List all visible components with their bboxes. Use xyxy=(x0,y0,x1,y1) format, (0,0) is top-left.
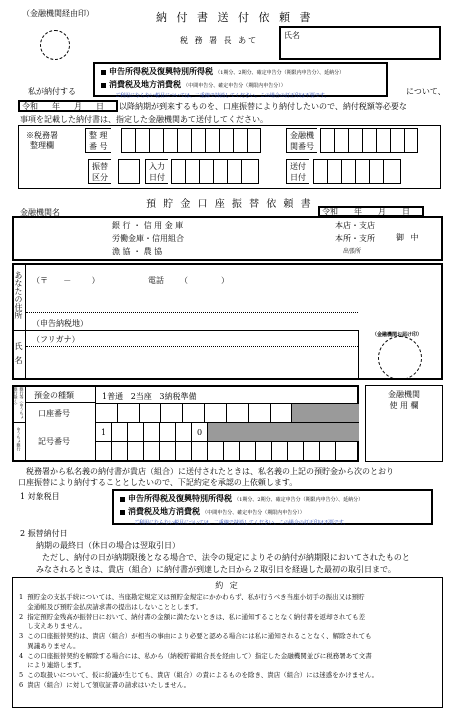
bullet-icon xyxy=(101,83,106,88)
yucho-side-cell xyxy=(12,423,26,462)
bank-name-label: 金融機関名 xyxy=(20,208,60,217)
request-text-2: 事項を記載した納付書は、指定した金融機関あて送付してください。 xyxy=(20,115,268,124)
branch-types xyxy=(335,219,375,258)
date-day: 日 xyxy=(96,101,104,111)
bank-seal-circle[interactable] xyxy=(378,336,422,380)
date-day: 日 xyxy=(402,207,410,216)
agreement-box xyxy=(12,577,443,708)
agreement-line: 4 この口座振替契約を解除する場合には、私から（納税貯蓄組合長を経由して）指定した金融機関並びに税務署あて文書 xyxy=(19,651,372,660)
date-month: 月 xyxy=(378,207,386,216)
seal-divider xyxy=(358,330,359,380)
item2-label: 2 振替納付日 xyxy=(20,529,68,538)
tax2-label[interactable]: 消費税及地方消費税 xyxy=(109,79,181,89)
kikan-label: 金融機 xyxy=(290,131,314,140)
tax2-note: （中間申告分、確定申告分（期限内申告分）） xyxy=(183,83,286,89)
nyuryoku-label-box xyxy=(145,159,168,184)
furigana-divider xyxy=(26,346,358,347)
kikan-bango-label: 関番号 xyxy=(290,142,314,151)
item2-line-2: ただし、納付の日が納期限後となる場合で、法令の規定によりその納付が納期限においてされたものと xyxy=(42,553,410,562)
bullet-icon xyxy=(120,497,125,502)
target-tax2-note: （中間申告分、確定申告分（期限内申告分）） xyxy=(202,510,305,516)
bank-use-label-2: 使 用 欄 xyxy=(389,401,419,410)
seiri-label: 整 理 xyxy=(89,131,108,140)
kigo-number-cells[interactable] xyxy=(96,423,359,462)
nyuryoku-label: 入力 xyxy=(149,162,165,171)
seiri-ran-label: 整理欄 xyxy=(30,141,54,150)
agreement-line: 異議ありません。 xyxy=(19,641,80,650)
bank-types xyxy=(112,219,184,258)
onchu-text: 御 中 xyxy=(396,233,421,242)
declared-address-label: （申告納税地） xyxy=(32,319,88,328)
tsuite-text: について、 xyxy=(406,87,446,96)
tax1-note: （1期分、2期分、確定申告分（期限内申告分）、延納分） xyxy=(215,70,345,76)
bullet-icon xyxy=(101,70,106,75)
sofu-cells[interactable] xyxy=(313,159,401,184)
zeimusho-label: ※税務署 xyxy=(26,131,58,140)
phone-input[interactable]: （ ） xyxy=(180,276,230,285)
furikae-cell[interactable] xyxy=(118,159,140,184)
payer-label: 私が納付する xyxy=(28,87,76,96)
bank-side-label: 銀行等（ゆうちょ銀行除く） xyxy=(13,387,25,419)
date-year: 年 xyxy=(52,101,60,111)
sofu-date-label: 日付 xyxy=(290,173,306,182)
intro-text-2: 口座振替により納付することとしたいので、下記約定を承認の上依頼します。 xyxy=(18,478,298,487)
name-label: 氏名 xyxy=(284,31,300,40)
agreement-line: 6 貴店（組合）に対して領収証書の請求はいたしません。 xyxy=(19,680,191,689)
date-year: 年 xyxy=(354,207,362,216)
account-number-cells[interactable] xyxy=(96,403,359,423)
item1-label: 1 対象税目 xyxy=(20,492,60,501)
seiri-bango-label: 番 号 xyxy=(89,142,108,151)
furikae-label: 振替 xyxy=(92,162,108,171)
nyuryoku-cells[interactable] xyxy=(171,159,259,184)
name-side-label: 氏名 xyxy=(14,342,23,370)
sofu-label: 送付 xyxy=(290,162,306,171)
date-era: 令和 xyxy=(22,101,38,111)
furigana-label[interactable]: （フリガナ） xyxy=(32,335,80,344)
address-side-cell xyxy=(12,263,26,330)
kikan-number-cells[interactable] xyxy=(320,128,418,153)
sofu-label-box xyxy=(286,159,309,184)
phone-label: 電話 xyxy=(148,276,164,285)
yucho-side-label: ゆうちょ銀行 xyxy=(16,427,22,451)
bank-type-3: 漁 協 ・ 農 協 xyxy=(112,247,163,256)
name-divider xyxy=(12,330,358,331)
tax1-label[interactable]: 申告所得税及復興特別所得税 xyxy=(109,66,213,76)
item2-line-3: みなされるときは、貴店（組合）に納付書が到達した日から２取引日を経過した最初の取引日まで。 xyxy=(36,565,396,574)
kigo-zero-digit: 0 xyxy=(192,423,208,441)
bank-seal-label: （金融機関お届け印） xyxy=(372,332,423,338)
seal-circle xyxy=(40,30,70,60)
address-side-label: あなたの住所 xyxy=(14,271,23,319)
addressee: 税 務 署 長 あて xyxy=(180,36,259,45)
seal-label: （金融機関経由印） xyxy=(22,9,94,18)
agreement-line: 5 この取扱いについて、仮に紛議が生じても、貴店（組合）の責によるものを除き、貴店（組合）には迷惑をかけません。 xyxy=(19,671,379,680)
agreement-title: 約 定 xyxy=(215,581,240,590)
target-tax1-note: （1期分、2期分、確定申告分（期限内申告分）、延納分） xyxy=(234,497,364,503)
deposit-type-options[interactable]: 1普通 2当座 3納税準備 xyxy=(102,392,197,401)
bank-type-2: 労働金庫・信用組合 xyxy=(112,234,184,243)
target-tax-box xyxy=(112,489,433,525)
target-tax1-label[interactable]: 申告所得税及復興特別所得税 xyxy=(128,493,232,503)
tax-selection-box xyxy=(93,62,388,97)
agreement-line: により連絡します。 xyxy=(19,661,86,670)
seiri-number-cells[interactable] xyxy=(121,128,261,153)
branch-type-2: 本所・支所 xyxy=(335,234,375,243)
date-era: 令和 xyxy=(322,207,338,216)
request-text-1: 以降納期が到来するものを、口座振替により納付したいので、納付税額等必要な xyxy=(119,102,407,111)
nyuryoku-date-label: 日付 xyxy=(149,173,165,182)
date-month: 月 xyxy=(74,101,82,111)
agreement-line: 3 この口座振替契約は、貴店（組合）が相当の事由により必要と認める場合には私に通知されることなく、解除されても xyxy=(19,632,372,641)
page-title: 納 付 書 送 付 依 頼 書 xyxy=(156,11,314,24)
bank-type-1: 銀 行 ・ 信 用 金 庫 xyxy=(112,221,184,230)
agreement-line: 2 指定預貯金残高が振替日において、納付書の金額に満たないときは、私に通知することなく納付書を返却されても差 xyxy=(19,612,366,621)
transfer-title: 預 貯 金 口 座 振 替 依 頼 書 xyxy=(146,199,313,210)
agreement-line: 金通帳及び預貯金払戻請求書の提出はしないこととします。 xyxy=(19,602,203,611)
request-date-field[interactable] xyxy=(18,100,118,112)
bank-side-cell xyxy=(12,385,26,423)
branch-type-1: 本店・支店 xyxy=(335,221,375,230)
kigo-label: 記号番号 xyxy=(26,423,96,462)
address-divider xyxy=(26,312,358,313)
bank-use-label-1: 金融機関 xyxy=(388,390,420,399)
postal-code[interactable]: （〒 － ） xyxy=(32,276,100,285)
deposit-type-label: 預金の種類 xyxy=(26,385,96,403)
target-tax-hint: ご利用にならない税目については、二重線で抹消してください。この場合の訂正印は不要です。 xyxy=(134,520,349,526)
seiri-label-box xyxy=(85,128,111,153)
kikan-label-box xyxy=(286,128,317,153)
name-side-cell xyxy=(12,330,26,380)
bank-name-field[interactable] xyxy=(12,216,443,261)
agreement-line: し支えありません。 xyxy=(19,622,87,631)
target-tax2-label[interactable]: 消費税及地方消費税 xyxy=(128,506,200,516)
agreement-line: 1 預貯金の支払手続については、当座勘定規定又は預貯金規定にかかわらず、私が行うべき当座小切手の振出又は預貯 xyxy=(19,593,365,601)
item2-line-1: 納期の最終日（休日の場合は翌取引日） xyxy=(36,541,180,550)
kigo-first-digit: 1 xyxy=(96,423,112,441)
account-number-label: 口座番号 xyxy=(26,403,96,423)
branch-type-3: 出張所 xyxy=(343,248,362,255)
name-field[interactable] xyxy=(279,26,441,60)
bank-use-box xyxy=(365,385,443,462)
tax-hint: ご利用にならない税目については、二重線で抹消してください。この場合の訂正印は不要です。 xyxy=(115,93,330,99)
bullet-icon xyxy=(120,510,125,515)
intro-text-1: 税務署から私名義の納付書が貴店（組合）に送付されたときは、私名義の上記の預貯金から次のとおり xyxy=(26,467,394,476)
kubun-label: 区分 xyxy=(92,173,108,182)
furikae-label-box xyxy=(88,159,111,184)
